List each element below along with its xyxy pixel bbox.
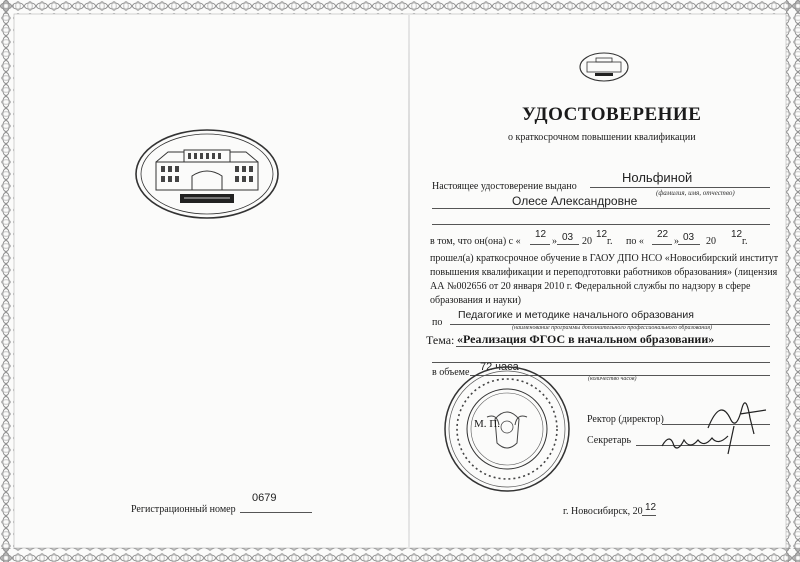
from-year-prefix: 20 [582, 236, 592, 247]
from-year-suffix: г. [607, 236, 613, 247]
to-label: по « [626, 236, 644, 247]
body-line-4: образования и науки) [430, 295, 521, 306]
to-quote: » [674, 236, 679, 247]
volume-value: 72 часа [480, 361, 519, 373]
surname-line [590, 187, 770, 188]
to-day: 22 [657, 229, 669, 240]
body-line-1: прошел(а) краткосрочное обучение в ГАОУ ДПО НСО «Новосибирский институт [430, 253, 779, 264]
volume-hint: (количество часов) [588, 376, 637, 382]
theme-value: «Реализация ФГОС в начальном образовании» [457, 332, 715, 346]
recipient-surname: Нольфиной [622, 170, 693, 185]
to-year: 12 [731, 229, 743, 240]
issue-year: 12 [645, 502, 657, 513]
recipient-hint: (фамилия, имя, отчество) [656, 189, 735, 197]
city-year-label: г. Новосибирск, 20 [563, 506, 643, 517]
program-label: по [432, 317, 443, 328]
registration-number: 0679 [252, 492, 277, 504]
dates-label: в том, что он(она) с « [430, 236, 521, 247]
secretary-signature [658, 422, 750, 456]
from-day-line [530, 244, 550, 245]
registration-label: Регистрационный номер [131, 504, 236, 515]
from-month-line [557, 244, 579, 245]
issued-label: Настоящее удостоверение выдано [432, 181, 577, 192]
from-year: 12 [596, 229, 608, 240]
to-day-line [652, 244, 672, 245]
center-fold [408, 14, 410, 548]
building-emblem-small [579, 52, 629, 82]
program-hint: (наименование программы дополнительного профессионального образования) [512, 325, 713, 331]
rector-label: Ректор (директор) [587, 414, 664, 425]
to-year-suffix: г. [742, 236, 748, 247]
issue-year-line [642, 515, 656, 516]
body-line-3: АА №002656 от 20 января 2010 г. Федеральной службы по надзору в сфере [430, 281, 751, 292]
to-month: 03 [683, 232, 695, 243]
secretary-label: Секретарь [587, 435, 632, 446]
theme-label: Тема: [426, 333, 455, 347]
name-line-1 [432, 208, 770, 209]
body-line-2: повышения квалификации и переподготовки работников образования» (лицензия [430, 267, 778, 278]
program-value: Педагогике и методике начального образования [458, 309, 694, 321]
theme-line-1 [456, 346, 770, 347]
from-day: 12 [535, 229, 547, 240]
building-emblem-large [134, 128, 280, 220]
certificate-subtitle: о краткосрочном повышении квалификации [508, 132, 696, 143]
recipient-name: Олесе Александровне [512, 194, 638, 208]
volume-label: в объеме [432, 367, 470, 378]
from-month: 03 [562, 232, 574, 243]
to-year-prefix: 20 [706, 236, 716, 247]
registration-line [240, 512, 312, 513]
official-seal [443, 365, 571, 493]
name-line-2 [432, 224, 770, 225]
from-quote: » [552, 236, 557, 247]
certificate-title: УДОСТОВЕРЕНИЕ [522, 104, 702, 125]
mp-label: М. П. [474, 418, 500, 430]
to-month-line [678, 244, 700, 245]
